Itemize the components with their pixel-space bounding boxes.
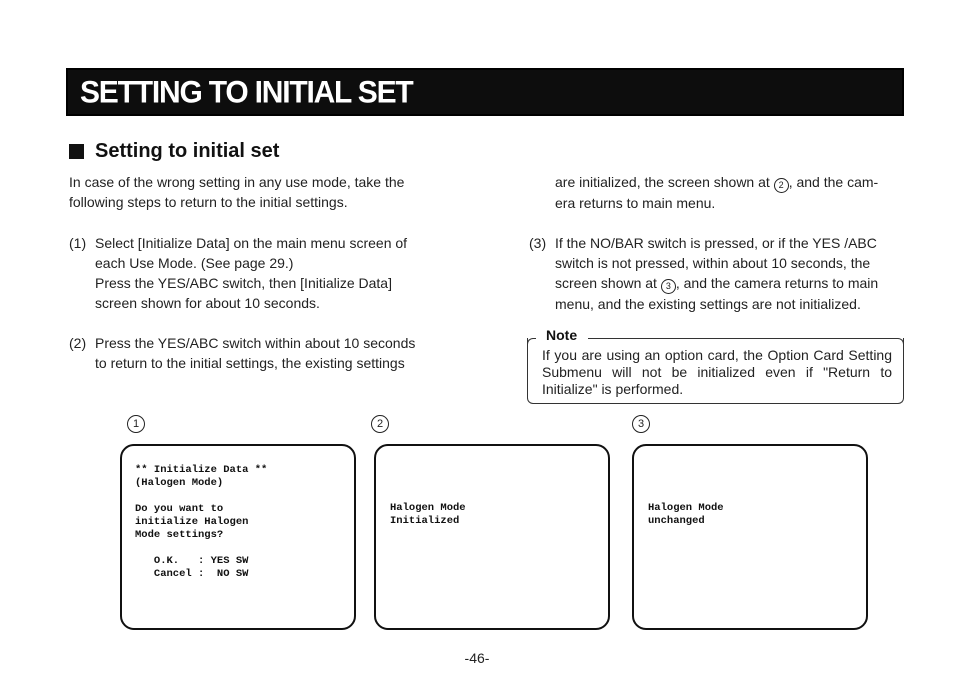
page-title-banner (66, 68, 904, 116)
screen-1-marker: 1 (127, 415, 145, 433)
screen-1-text: ** Initialize Data ** (Halogen Mode) Do you want to initialize Halogen Mode settings? O.K. : YES SW Cancel : NO SW (135, 464, 268, 580)
step-line: Press the YES/ABC switch within about 10 seconds (95, 335, 416, 351)
circled-2-marker: 2 (774, 178, 789, 193)
square-bullet-icon (69, 144, 84, 159)
continuation-line: era returns to main menu. (555, 195, 716, 211)
note-box-corner (588, 338, 904, 346)
note-box-corner (527, 338, 536, 347)
page-title: SETTING TO INITIAL SET (80, 75, 413, 110)
step-line: to return to the initial settings, the existing settings (95, 355, 405, 371)
step-line: screen shown at 3 , and the camera returns to main (555, 273, 905, 294)
step-3-number: (3) (529, 235, 547, 251)
step-line: Select [Initialize Data] on the main menu screen of (95, 235, 408, 251)
step-2-text (95, 333, 455, 373)
intro-paragraph (69, 172, 459, 212)
step-line: each Use Mode. (See page 29.) (95, 255, 294, 271)
intro-line: In case of the wrong setting in any use mode, take the (69, 174, 405, 190)
screen-3-frame (632, 444, 868, 630)
step-1-number: (1) (69, 235, 87, 251)
step-2-number: (2) (69, 335, 87, 351)
screen-2-marker: 2 (371, 415, 389, 433)
step-line: menu, and the existing settings are not initialized. (555, 296, 861, 312)
screen-2-frame (374, 444, 610, 630)
step-line: screen shown for about 10 seconds. (95, 295, 320, 311)
screen-1-frame (120, 444, 356, 630)
note-label: Note (543, 327, 580, 343)
note-text: If you are using an option card, the Option Card Setting Submenu will not be initialized even if "Return to Initialize" is performed. (542, 347, 892, 397)
screen-2-text: Halogen Mode Initialized (390, 502, 466, 527)
step-line: Press the YES/ABC switch, then [Initialize Data] (95, 275, 392, 291)
circled-3-marker: 3 (661, 279, 676, 294)
step-line: switch is not pressed, within about 10 seconds, the (555, 255, 871, 271)
continuation-line: are initialized, the screen shown at 2 , and the cam- (555, 172, 905, 193)
step-3-text (555, 233, 905, 314)
page-number: -46- (464, 650, 490, 666)
screen-3-marker: 3 (632, 415, 650, 433)
intro-line: following steps to return to the initial settings. (69, 194, 348, 210)
step-line: If the NO/BAR switch is pressed, or if the YES /ABC (555, 235, 877, 251)
section-heading-text: Setting to initial set (95, 139, 280, 162)
continuation-paragraph (555, 172, 905, 213)
step-1-text (95, 233, 455, 313)
screen-3-text: Halogen Mode unchanged (648, 502, 724, 527)
section-heading (69, 138, 279, 164)
